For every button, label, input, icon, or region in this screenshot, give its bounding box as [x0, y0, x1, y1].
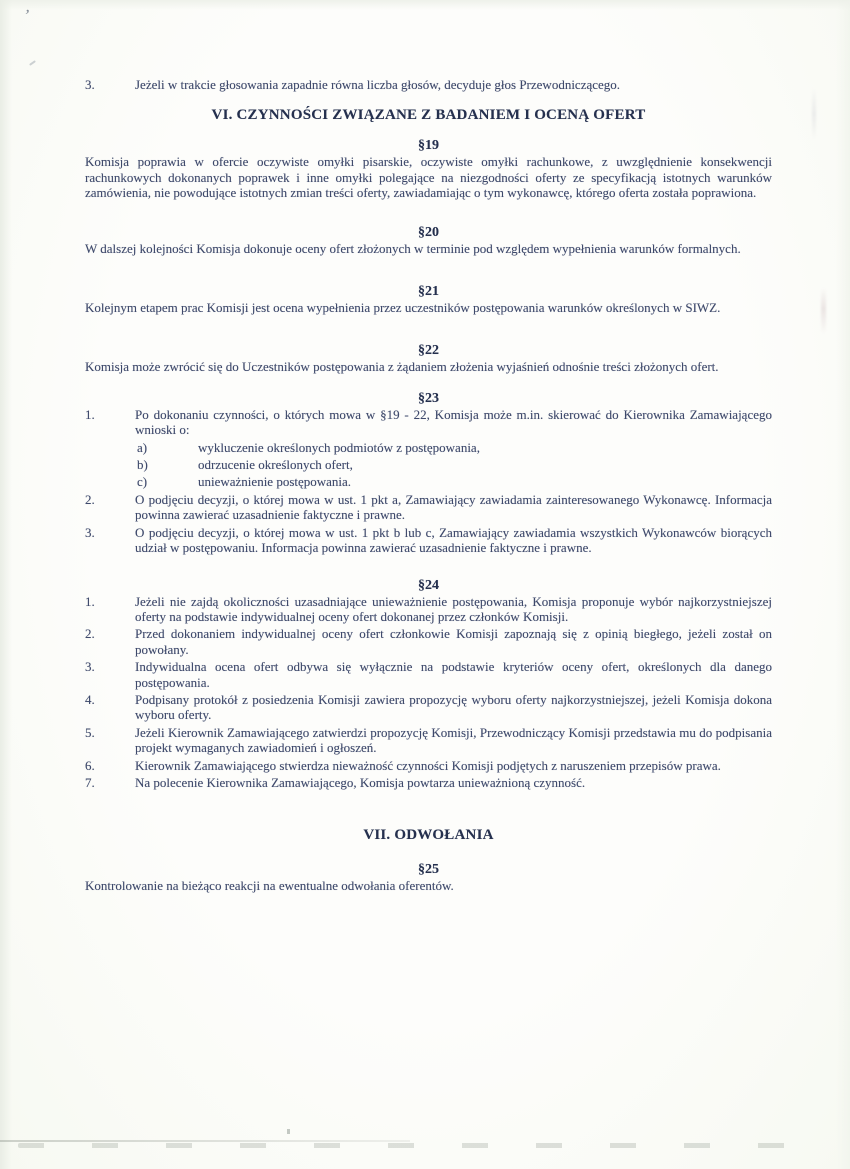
- sub-list-item: [137, 457, 772, 472]
- sub-item-text: odrzucenie określonych ofert,: [198, 457, 353, 473]
- item-text: Przed dokonaniem indywidualnej oceny ofert członkowie Komisji zapoznają się z opinią biegłego, jeżeli został on powołany.: [135, 626, 772, 657]
- document-content: [85, 77, 772, 894]
- para-19-text: Komisja poprawia w ofercie oczywiste omyłki pisarskie, oczywiste omyłki rachunkowe, z uwzględnienie konsekwencji rachunkowych dokonanych poprawek i inne omyłki polegające na niezgodności oferty ze specyfikacją istotnych warunków zamówienia, nie powodujące istotnych zmian treści oferty, zawiadamiając o tym wykonawcę, którego oferta została poprawiona.: [85, 154, 772, 201]
- scan-streak-mid-right: [821, 288, 826, 334]
- para-23-label: §23: [418, 390, 439, 406]
- item-number: 7.: [85, 774, 95, 790]
- intro-item-text: Jeżeli w trakcie głosowania zapadnie równa liczba głosów, decyduje głos Przewodniczącego.: [135, 77, 621, 92]
- intro-list-item: [85, 77, 772, 92]
- item-text: Na polecenie Kierownika Zamawiającego, Komisja powtarza unieważnioną czynność.: [135, 774, 586, 790]
- item-text: Podpisany protokół z posiedzenia Komisji zawiera propozycję wyboru oferty najkorzystniejszej, jeżeli Komisja dokona wyboru oferty.: [135, 691, 772, 723]
- scan-speck-dash: [29, 60, 36, 66]
- item-text: O podjęciu decyzji, o której mowa w ust. 1 pkt b lub c, Zamawiający zawiadamia wszystkich Wykonawców biorących udział w postępowaniu. Informacja powinna zawierać uzasadnienie faktyczne i prawne.: [135, 524, 772, 556]
- item-text: Jeżeli Kierownik Zamawiającego zatwierdzi propozycję Komisji, Przewodniczący Komisji przedstawia mu do podpisania projekt wymaganych zawiadomień i ogłoszeń.: [135, 724, 772, 756]
- item-text: Kierownik Zamawiającego stwierdza nieważność czynności Komisji podjętych z naruszeniem przepisów prawa.: [135, 757, 721, 773]
- sub-item-letter: b): [137, 457, 148, 473]
- item-text: Indywidualna ocena ofert odbywa się wyłącznie na podstawie kryteriów oceny ofert, określonych dla danego postępowania.: [135, 659, 772, 690]
- sub-item-text: unieważnienie postępowania.: [198, 474, 352, 490]
- para-21-label: §21: [418, 284, 439, 300]
- list-item: [85, 692, 772, 723]
- item-number: 3.: [85, 659, 95, 675]
- list-item: [85, 626, 772, 657]
- scan-speck-mark: ʼ: [22, 5, 32, 26]
- item-text: Jeżeli nie zajdą okoliczności uzasadniające unieważnienie postępowania, Komisja proponuje wybór najkorzystniejszej oferty na podstawie indywidualnej oceny ofert dokonanej przez członków Komisji.: [135, 593, 772, 624]
- item-text: O podjęciu decyzji, o której mowa w ust. 1 pkt a, Zamawiający zawiadamia zainteresowanego Wykonawcę. Informacja powinna zawierać uzasadnienie faktyczne i prawne.: [135, 491, 772, 523]
- item-number: 2.: [85, 626, 95, 642]
- sub-item-letter: c): [137, 474, 148, 490]
- item-number: 1.: [85, 593, 95, 609]
- scan-edge-line: [0, 1140, 410, 1142]
- list-item: [85, 594, 772, 625]
- item-number: 5.: [85, 724, 95, 740]
- para-21-text: Kolejnym etapem prac Komisji jest ocena wypełnienia przez uczestników postępowania warunków określonych w SIWZ.: [85, 300, 721, 316]
- item-number: 2.: [85, 491, 95, 507]
- section-vi-title: VI. CZYNNOŚCI ZWIĄZANE Z BADANIEM I OCENĄ OFERT: [211, 107, 646, 124]
- scan-streak-top-right: [812, 88, 816, 140]
- para-24-label: §24: [418, 577, 439, 593]
- list-item: [85, 758, 772, 773]
- list-item: [85, 525, 772, 556]
- sub-item-letter: a): [137, 439, 148, 455]
- list-item: [85, 492, 772, 523]
- scan-speck-dot: [287, 1129, 290, 1134]
- scan-edge-dashes: [18, 1143, 790, 1148]
- sub-list-item: [137, 440, 772, 455]
- para-20-label: §20: [418, 224, 439, 240]
- item-text: Po dokonaniu czynności, o których mowa w §19 - 22, Komisja może m.in. skierować do Kierownika Zamawiającego wnioski o:: [135, 406, 772, 438]
- item-number: 6.: [85, 757, 95, 773]
- item-number: 1.: [85, 406, 95, 422]
- item-body: [135, 407, 772, 490]
- section-vii-title: VII. ODWOŁANIA: [363, 827, 494, 844]
- sub-list-item: [137, 474, 772, 489]
- item-number: 4.: [85, 691, 95, 707]
- item-number: 3.: [85, 524, 95, 540]
- para-22-text: Komisja może zwrócić się do Uczestników postępowania z żądaniem złożenia wyjaśnień odnośnie treści złożonych ofert.: [85, 359, 719, 375]
- intro-item-number: 3.: [85, 77, 95, 92]
- list-item: [85, 725, 772, 756]
- list-item: [85, 659, 772, 690]
- para-25-text: Kontrolowanie na bieżąco reakcji na ewentualne odwołania oferentów.: [85, 878, 454, 894]
- para-25-label: §25: [418, 862, 439, 878]
- para-19-label: §19: [418, 138, 439, 154]
- list-item: [85, 407, 772, 490]
- para-22-label: §22: [418, 343, 439, 359]
- sub-item-text: wykluczenie określonych podmiotów z postępowania,: [198, 439, 480, 455]
- list-item: [85, 775, 772, 790]
- para-20-text: W dalszej kolejności Komisja dokonuje oceny ofert złożonych w terminie pod względem wypełnienia warunków formalnych.: [85, 240, 741, 256]
